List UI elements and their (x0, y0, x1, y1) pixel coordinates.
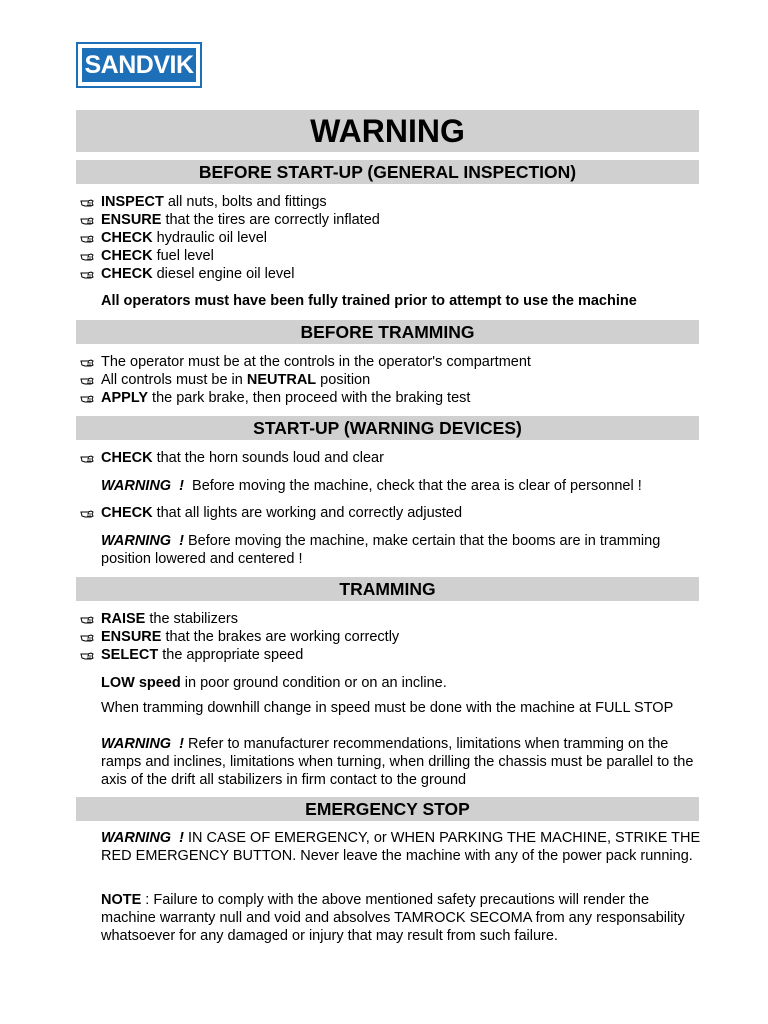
list-item: SELECT the appropriate speed (101, 647, 304, 663)
training-note: All operators must have been fully trained prior to attempt to use the machine (101, 293, 637, 309)
pointing-hand-icon (80, 508, 94, 520)
list-item: CHECK diesel engine oil level (101, 266, 295, 282)
logo-text: SANDVIK (82, 48, 196, 82)
pointing-hand-icon (80, 233, 94, 245)
pointing-hand-icon (80, 375, 94, 387)
pointing-hand-icon (80, 614, 94, 626)
pointing-hand-icon (80, 197, 94, 209)
list-item: CHECK that the horn sounds loud and clear (101, 450, 384, 466)
sandvik-logo (76, 42, 202, 88)
list-item: CHECK hydraulic oil level (101, 230, 268, 246)
pointing-hand-icon (80, 393, 94, 405)
section-heading-before-tramming: BEFORE TRAMMING (76, 320, 699, 344)
list-item: RAISE the stabilizers (101, 611, 239, 627)
list-item: APPLY the park brake, then proceed with the braking test (101, 390, 471, 406)
warning-paragraph: WARNING ! Before moving the machine, make certain that the booms are in tramming position lowered and centered ! (101, 533, 661, 567)
pointing-hand-icon (80, 215, 94, 227)
warning-paragraph: WARNING ! Refer to manufacturer recommendations, limitations when tramming on the ramps and inclines, limitations when turning, when drilling the chassis must be parallel to the axis of the drift all stabilizers in firm contact to the ground (101, 736, 694, 788)
pointing-hand-icon (80, 251, 94, 263)
list-item: CHECK that all lights are working and correctly adjusted (101, 505, 463, 521)
page-title: WARNING (76, 110, 699, 152)
section-heading-tramming: TRAMMING (76, 577, 699, 601)
low-speed-note: LOW speed in poor ground condition or on an incline. (101, 675, 447, 691)
section-heading-warning-devices: START-UP (WARNING DEVICES) (76, 416, 699, 440)
pointing-hand-icon (80, 269, 94, 281)
pointing-hand-icon (80, 357, 94, 369)
section-heading-emergency-stop: EMERGENCY STOP (76, 797, 699, 821)
list-item: INSPECT all nuts, bolts and fittings (101, 194, 327, 210)
pointing-hand-icon (80, 453, 94, 465)
list-item: The operator must be at the controls in the operator's compartment (101, 354, 531, 370)
warranty-note: NOTE : Failure to comply with the above mentioned safety precautions will render the machine warranty null and void and absolves TAMROCK SECOMA from any responsability whatsoever for any damaged or injury that may result from such failure. (101, 892, 685, 944)
pointing-hand-icon (80, 650, 94, 662)
warning-paragraph: WARNING ! IN CASE OF EMERGENCY, or WHEN PARKING THE MACHINE, STRIKE THE RED EMERGENCY BUTTON. Never leave the machine with any of the power pack running. (101, 830, 701, 864)
pointing-hand-icon (80, 632, 94, 644)
warning-paragraph: WARNING ! Before moving the machine, check that the area is clear of personnel ! (101, 478, 642, 494)
downhill-note: When tramming downhill change in speed must be done with the machine at FULL STOP (101, 700, 674, 716)
list-item: ENSURE that the brakes are working correctly (101, 629, 400, 645)
section-heading-general-inspection: BEFORE START-UP (GENERAL INSPECTION) (76, 160, 699, 184)
list-item: ENSURE that the tires are correctly inflated (101, 212, 380, 228)
list-item: CHECK fuel level (101, 248, 214, 264)
list-item: All controls must be in NEUTRAL position (101, 372, 371, 388)
